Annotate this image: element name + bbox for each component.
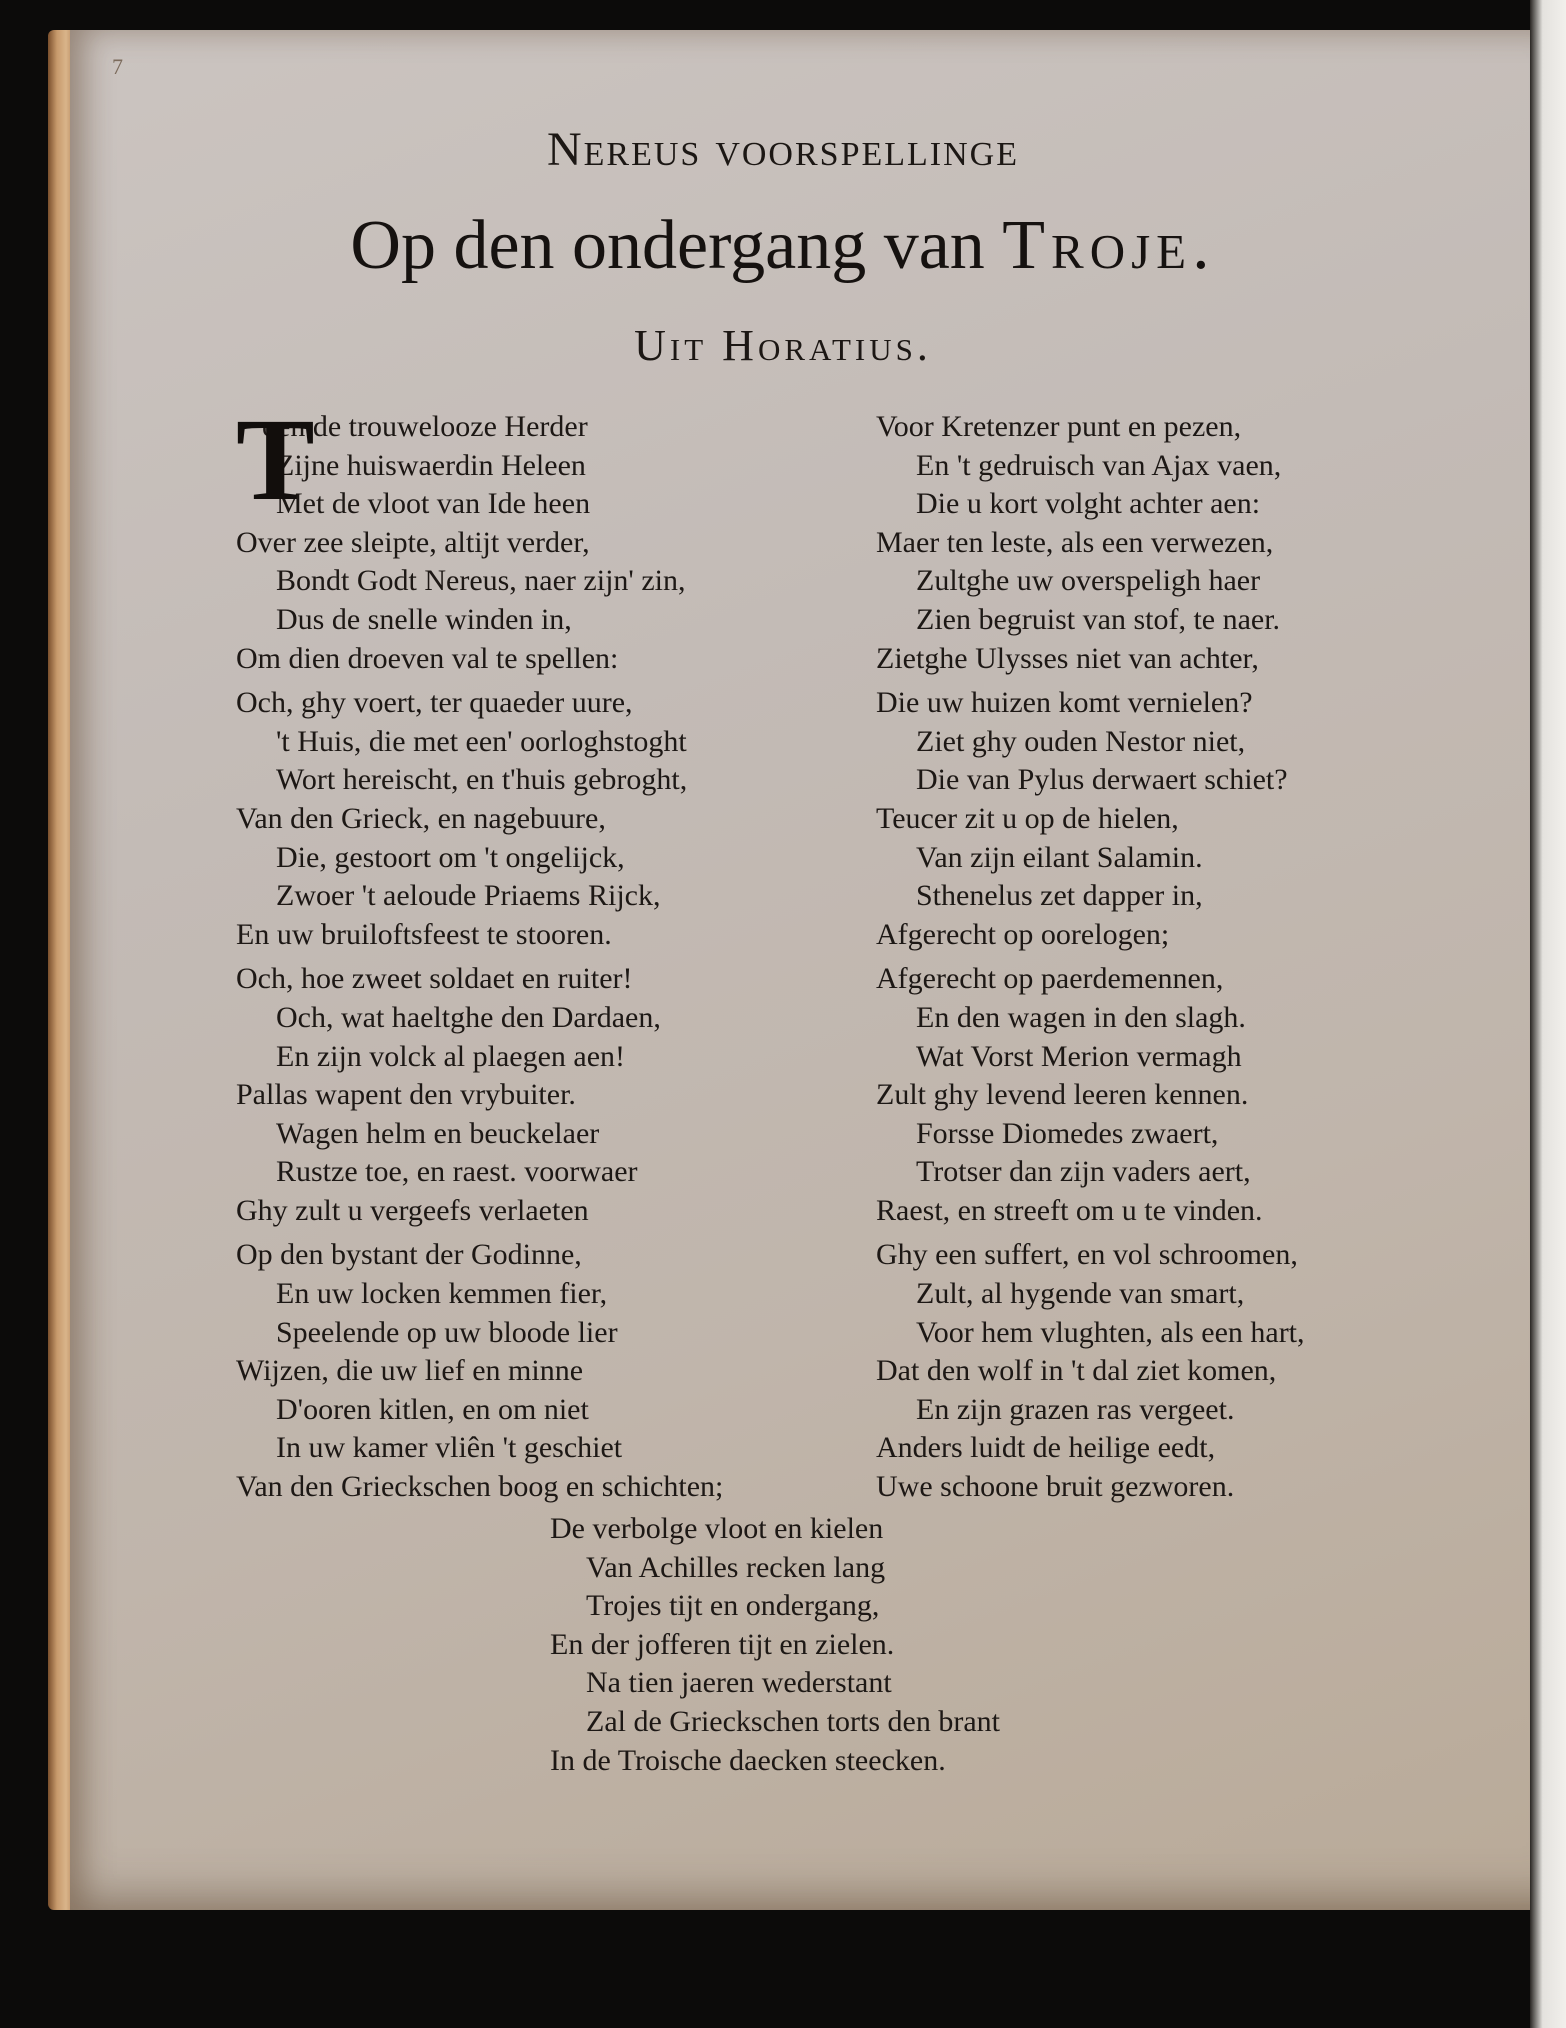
poem-line: En uw locken kemmen fier, [276, 1277, 608, 1311]
poem-line: Anders luidt de heilige eedt, [876, 1431, 1216, 1465]
poem-line: Na tien jaeren wederstant [586, 1666, 892, 1700]
poem-line: Uwe schoone bruit gezworen. [876, 1470, 1235, 1504]
closing-stanza [550, 1510, 1150, 1780]
poem-line: Dat den wolf in 't dal ziet komen, [876, 1354, 1277, 1388]
poem-line: oen de trouwelooze Herder [262, 410, 588, 443]
title-line-3 [0, 320, 1566, 371]
poem-line: Voor Kretenzer punt en pezen, [876, 410, 1242, 443]
poem-line: De verbolge vloot en kielen [550, 1512, 884, 1545]
poem-line: Voor hem vlughten, als een hart, [916, 1315, 1305, 1349]
title-line-2-caps: Troje. [1002, 207, 1216, 284]
poem-line: Zietghe Ulysses niet van achter, [876, 641, 1259, 675]
poem-line: Raest, en streeft om u te vinden. [876, 1193, 1263, 1227]
poem-line: Afgerecht op paerdemennen, [876, 962, 1224, 996]
poem-line: Ghy zult u vergeefs verlaeten [236, 1193, 589, 1227]
poem-line: Die, gestoort om 't ongelijck, [276, 840, 625, 874]
poem-line: Zult, al hygende van smart, [916, 1277, 1245, 1311]
poem-line: Die van Pylus derwaert schiet? [916, 763, 1288, 797]
drop-cap: T [236, 394, 315, 525]
poem-line: Met de vloot van Ide heen [276, 487, 591, 521]
title-line-3-prefix: Uit [634, 321, 723, 370]
poem-line: Zwoer 't aeloude Priaems Rijck, [276, 879, 661, 913]
poem-line: En der jofferen tijt en zielen. [550, 1627, 895, 1661]
poem-line: Zult ghy levend leeren kennen. [876, 1078, 1249, 1112]
poem-line: Bondt Godt Nereus, naer zijn' zin, [276, 564, 686, 598]
poem-line: Wat Vorst Merion vermagh [916, 1039, 1242, 1073]
poem-line: Forsse Diomedes zwaert, [916, 1116, 1219, 1150]
poem-line: En zijn volck al plaegen aen! [276, 1039, 626, 1073]
poem-line: En uw bruiloftsfeest te stooren. [236, 917, 612, 951]
poem-line: Teucer zit u op de hielen, [876, 801, 1179, 835]
poem-line: Over zee sleipte, altijt verder, [236, 525, 590, 559]
poem-line: In uw kamer vliên 't geschiet [276, 1431, 623, 1465]
poem-line: Van den Grieckschen boog en schichten; [236, 1470, 724, 1504]
poem-line: Die uw huizen komt vernielen? [876, 686, 1253, 720]
poem-line: Och, hoe zweet soldaet en ruiter! [236, 962, 633, 996]
poem-right-column [876, 408, 1436, 1507]
title-line-2 [0, 206, 1566, 286]
title-line-3-caps: Horatius. [722, 321, 932, 370]
poem-line: Wagen helm en beuckelaer [276, 1116, 600, 1150]
poem-line: En zijn grazen ras vergeet. [916, 1392, 1235, 1426]
poem-line: Van den Grieck, en nagebuure, [236, 801, 606, 835]
poem-line: Van zijn eilant Salamin. [916, 840, 1203, 874]
poem-line: Zal de Grieckschen torts den brant [586, 1704, 1001, 1738]
poem-line: Speelende op uw bloode lier [276, 1315, 618, 1349]
poem-line: 't Huis, die met een' oorloghstoght [276, 724, 687, 758]
poem-left-column [236, 394, 876, 1507]
poem-line: Rustze toe, en raest. voorwaer [276, 1155, 638, 1189]
poem-line: Trojes tijt en ondergang, [586, 1589, 880, 1623]
page-number: 7 [112, 54, 123, 79]
poem-line: Sthenelus zet dapper in, [916, 879, 1203, 913]
poem-line: Afgerecht op oorelogen; [876, 917, 1170, 951]
poem-line: Trotser dan zijn vaders aert, [916, 1155, 1251, 1189]
poem-line: Pallas wapent den vrybuiter. [236, 1078, 576, 1112]
poem-line: Van Achilles recken lang [586, 1550, 886, 1584]
poem-line: Dus de snelle winden in, [276, 602, 572, 636]
poem-line: Zijne huiswaerdin Heleen [276, 448, 586, 482]
title-line-2-text: Op den ondergang van [350, 207, 1003, 284]
poem-line: En 't gedruisch van Ajax vaen, [916, 448, 1282, 482]
poem-line: Om dien droeven val te spellen: [236, 641, 619, 675]
drop-cap-block [236, 394, 876, 525]
poem-line: In de Troische daecken steecken. [550, 1743, 946, 1777]
poem-line: Die u kort volght achter aen: [916, 487, 1261, 521]
poem-line: Ziet ghy ouden Nestor niet, [916, 724, 1246, 758]
poem-line: Wort hereischt, en t'huis gebroght, [276, 763, 688, 797]
poem-line: D'ooren kitlen, en om niet [276, 1392, 589, 1426]
poem-line: En den wagen in den slagh. [916, 1000, 1246, 1034]
poem-line: Ghy een suffert, en vol schroomen, [876, 1238, 1298, 1272]
poem-line: Zien begruist van stof, te naer. [916, 602, 1281, 636]
poem-line: Maer ten leste, als een verwezen, [876, 525, 1274, 559]
poem-line: Op den bystant der Godinne, [236, 1238, 582, 1272]
poem-line: Wijzen, die uw lief en minne [236, 1354, 584, 1388]
poem-line: Och, ghy voert, ter quaeder uure, [236, 686, 633, 720]
poem-line: Zultghe uw overspeligh haer [916, 564, 1261, 598]
poem-line: Och, wat haeltghe den Dardaen, [276, 1000, 661, 1034]
title-line-1: Nereus voorspellinge [546, 123, 1019, 176]
facing-page-edge [1530, 0, 1566, 2028]
